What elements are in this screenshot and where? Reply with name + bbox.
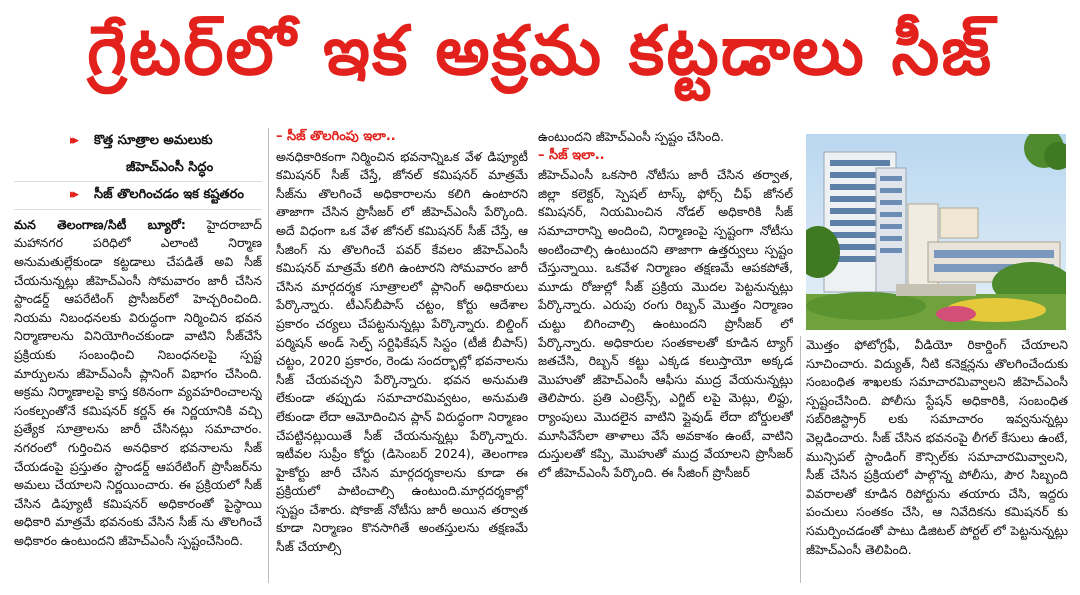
column-divider [268, 128, 269, 583]
article-body-3a: ఉంటుందని జీహెచ్ఎంసీ స్పష్టం చేసింది. [538, 129, 725, 144]
column-1 [14, 128, 262, 588]
building-photo [806, 134, 1066, 330]
double-arrow-icon: ▸▸ [70, 133, 76, 148]
article-body-2: అనధికారికంగా నిర్మించిన భవనాన్నిఒక వేళ డిప్యూటీ కమిషనర్ సీజ్ చేస్తే, జోనల్ కమిషనర్ మాత్రమే సీజ్‌ను తొలగించే అధికారాలను కలిగి ఉంటారని తాజాగా చేసిన ప్రొసీజర్ లో జీహెచ్ఎంసీ పేర్కొంది. అదే విధంగా ఒక వేళ జోనల్ కమిషనర్ సీజ్ చేస్తే, ఆ సీజింగ్ ను తొలగించే పవర్ కేవలం జీహెచ్ఎంసీ కమిషనర్ మాత్రమే కలిగి ఉంటారని సోమవారం జారీ చేసిన మార్గదర్శక సూత్రాలలో ప్లానింగ్ అధికారులు పేర్కొన్నారు. టీఎస్‌బీపాస్ చట్టం, కోర్టు ఆదేశాల ప్రకారం చర్యలు చేపట్టనున్నట్లు పేర్కొన్నారు. బిల్డింగ్ పర్మిషన్ అండ్ సెల్ఫ్ సర్టిఫికేషన్ సిస్టం (టీజీ బీపాస్) చట్టం, 2020 ప్రకారం, రెండు సందర్భాల్లో భవనాలను సీజ్ చేయవచ్చని పేర్కొన్నారు. భవన అనుమతి లేకుండా తప్పుడు సమాచారమివ్వటం, అనుమతి లేకుండా లేదా ఆమోదించిన ప్లాన్ విరుద్ధంగా నిర్మాణం చేపట్టినట్లుయితే సీజ్ చేయనున్నట్లు పేర్కొన్నారు. ఇటీవల సుప్రీం కోర్టు (డిసెంబర్ 2024), తెలంగాణ హైకోర్టు జారీ చేసిన మార్గదర్శకాలను కూడా ఈ ప్రక్రియలో పాటించాల్సి ఉంటుంది.మార్గదర్శకాల్లో స్పష్టం చేశారు. షోకాజ్ నోటీసు జారీ అయిన తర్వాత కూడా నిర్మాణం కొనసాగితే అంతస్తులను తక్షణమే సీజ్ చేయాల్సి [276, 148, 528, 555]
article-body-4: మొత్తం ఫోటోగ్రఫీ, వీడియో రికార్డింగ్ చేయాలని సూచించారు. విద్యుత్, నీటి కనెక్షన్లను తొలగించేందుకు సంబంధిత శాఖలకు సమాచారమివ్వాలని జీహెచ్ఎంసీ స్పష్టంచేసింది. పోలీసు స్టేషన్ అధికారికి, సంబంధిత సబ్‌రిజిస్ట్రార్ లకు సమాచారం ఇవ్వనున్నట్లు వెల్లడించారు. సీజ్ చేసిన భవనంపై లీగల్ కేసులు ఉంటే, మున్సిపల్ స్టాండింగ్ కౌన్సిల్‌కు సమాచారమివ్వాలని, సీజ్ చేసిన ప్రక్రియలో పాల్గొన్న పోలీసు, పౌర సిబ్బంది వివరాలతో కూడిన రిపోర్టును తయారు చేసి, ఇద్దరు పంచులు సంతకం చేసి, ఆ నివేదికను కమిషనర్ కు సమర్పించడంతో పాటు డిజిటల్ పోర్టల్ లో పెట్టనున్నట్లు జీహెచ్ఎంసీ తెలిపింది. [806, 337, 1068, 557]
byline: మన తెలంగాణ/సిటీ బ్యూరో: [14, 216, 186, 232]
subheading-seal-process: – సీజ్ ఇలా.. [538, 147, 605, 163]
deck-bullets [14, 128, 262, 210]
column-4 [806, 336, 1068, 588]
column-divider [800, 336, 801, 583]
double-arrow-icon: ▸▸ [70, 187, 76, 203]
deck-bullet-1: ▸▸ కొత్త సూత్రాల అమలుకు జీహెచ్ఎంసీ సిద్ధం [14, 128, 262, 182]
column-2 [276, 128, 528, 588]
article-body-3b: జీహెచ్ఎంసీ ఒకసారి నోటీసు జారీ చేసిన తర్వాత, జిల్లా కలెక్టర్, స్పెషల్ టాస్క్ ఫోర్స్ చీఫ్ జోనల్ కమిషనర్, నియమించిన నోడల్ అధికారికి సీజ్ సమాచారాన్ని అందించి, నిర్మాణంపై స్పష్టంగా నోటీసు అంటించాల్సి ఉంటుందని తాజాగా ఉత్తర్వులు స్పష్టం చేస్తున్నాయి. ఒకవేళ నిర్మాణం తక్షణమే ఆపకపోతే, మూడు రోజుల్లో సీజ్ ప్రక్రియ మొదల పెట్టనున్నట్లు పేర్కొన్నారు. ఎరుపు రంగు రిబ్బన్ మొత్తం నిర్మాణం చుట్టు బిగించాల్సి ఉంటుందని ప్రొసీజర్ లో పేర్కొన్నారు. అధికారుల సంతకాలతో కూడిన ట్యాగ్ జతచేసి, రిబ్బన్ కట్టు ఎక్కడ కలుస్తాయో అక్కడ మొహుతో జీహెచ్ఎంసీ ఆఫీసు ముద్ర వేయనున్నట్లు తెలిపారు. ప్రతి ఎంట్రెన్స్, ఎగ్జిట్ లపై మెట్లు, లిఫ్టు, ర్యాంపులు మొదలైన వాటిని ప్లైవుడ్ లేదా బోర్డులతో మూసివేసేలా తాళాలు వేసే అవకాశం ఉంటే, వాటిని దుస్తులతో కప్పి, మొహుతో ముద్ర వేయాలని ప్రొసీజర్ లో జీహెచ్ఎంసీ పేర్కొంది. ఈ సీజింగ్ ప్రొసీజర్ [538, 167, 793, 480]
column-3 [538, 128, 793, 588]
subheading-seal-removal: – సీజ్ తొలగింపు ఇలా.. [276, 129, 396, 144]
headline: గ్రేటర్‌లో ఇక అక్రమ కట్టడాలు సీజ్ [87, 11, 993, 91]
deck-bullet-2: ▸▸ సీజ్ తొలగించడం ఇక కష్టతరం [14, 182, 262, 210]
article-body-1: మన తెలంగాణ/సిటీ బ్యూరో: హైదరాబాద్ మహానగర పరిధిలో ఎలాంటి నిర్మాణ అనుమతుల్లేకుండా కట్టడాలు చేపడితే అవి సీజ్ చేయనున్నట్లు జీహెచ్ఎంసీ సోమవారం జారీ చేసిన స్టాండర్డ్ ఆపరేటింగ్ ప్రొసీజర్‌లో హెచ్చరించింది. నియమ నిబంధనలకు విరుద్ధంగా నిర్మించిన భవన నిర్మాణాలను వినియోగించకుండా వాటిని సీజ్‌చేసే ప్రక్రియకు సంబంధించి నిబంధనలపై స్పష్ట మార్పులను జీహెచ్ఎంసీ ప్లానింగ్ విభాగం చేసింది. అక్రమ నిర్మాణాలపై కాస్త కఠినంగా వ్యవహరించాలన్న సంకల్పంతోనే కమిషనర్ కర్ణన్ ఈ నిర్ణయానికి వచ్చి ప్రత్యేక సూత్రాలను జారీ చేసినట్లు సమాచారం. నగరంలో గుర్తించిన అనధికార భవనాలను సీజ్ చేయడంపై ప్రస్తుతం స్టాండర్డ్ ఆపరేటింగ్ ప్రొసీజర్‌ను అమలు చేయాలని నిర్ణయించారు. ఈ ప్రక్రియలో సీజ్ చేసిన డిప్యూటీ కమిషనర్ అధికారంతో పైస్థాయి అధికారి మాత్రమే భవనంకు వేసిన సీజ్ ను తొలగించే అధికారం ఉంటుందని జీహెచ్ఎంసీ స్పష్టంచేసింది. [14, 216, 262, 548]
